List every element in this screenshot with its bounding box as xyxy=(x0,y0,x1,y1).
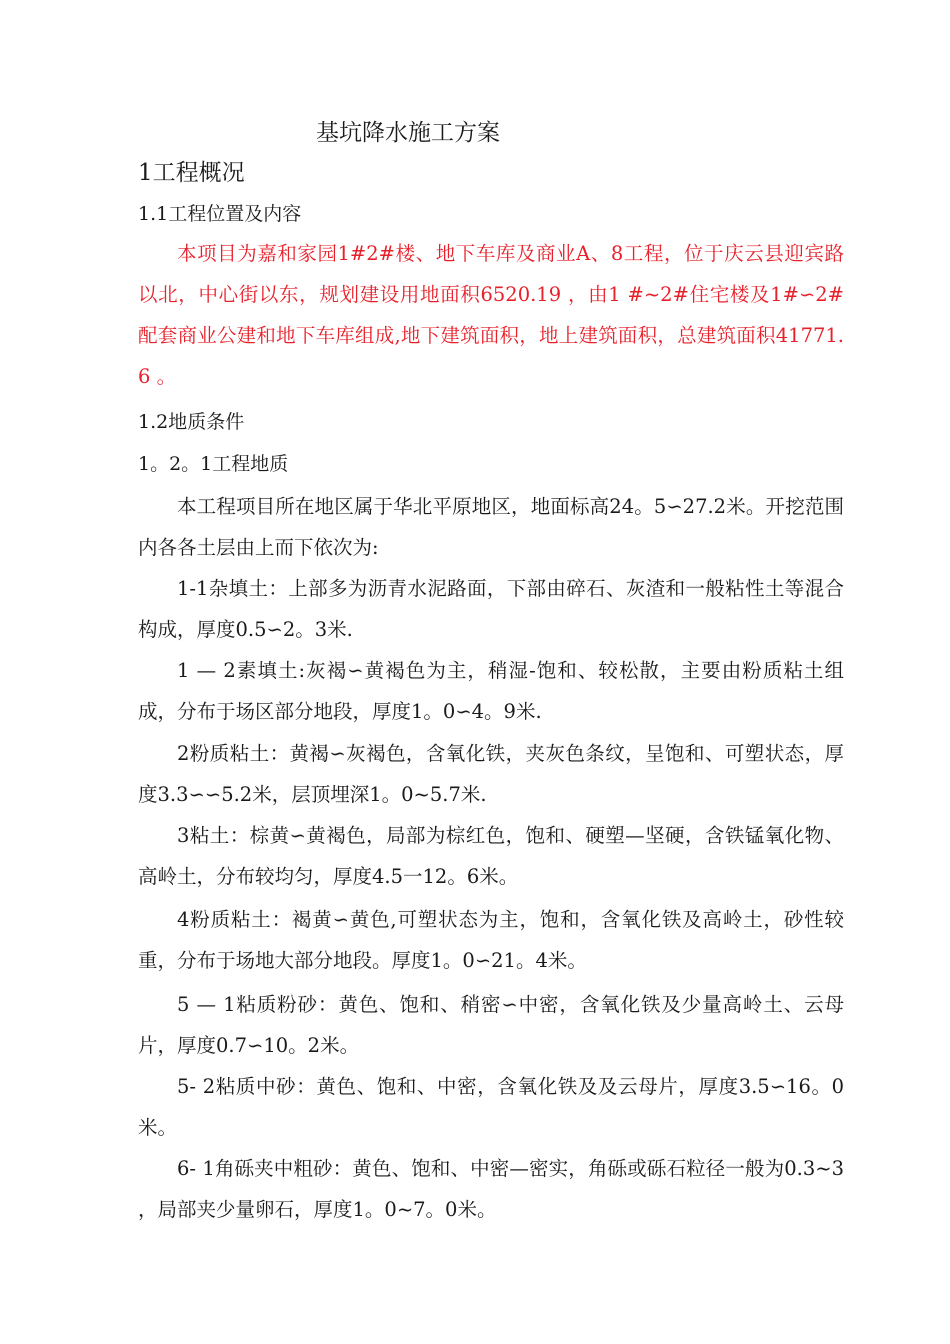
geology-paragraph: 本工程项目所在地区属于华北平原地区，地面标高24。5∽27.2米。开挖范围内各各土层由上而下依次为: xyxy=(138,495,844,559)
soil-layer-paragraph: 5- 2粘质中砂：黄色、饱和、中密，含氧化铁及及云母片，厚度3.5∽16。0 米。 xyxy=(138,1075,844,1139)
document-title: 基坑降水施工方案 xyxy=(316,120,500,146)
soil-layer-paragraph: 2粉质粘土：黄褐∽灰褐色，含氧化铁，夹灰色条纹，呈饱和、可塑状态，厚度3.3∽∽5.2米，层顶埋深1。0~5.7米. xyxy=(138,742,844,806)
section-heading-1-2-1: 1。2。1工程地质 xyxy=(138,453,289,475)
soil-layer-paragraph: 5 — 1粘质粉砂：黄色、饱和、稍密∽中密，含氧化铁及少量高岭土、云母片，厚度0.7∽10。2米。 xyxy=(138,993,844,1057)
section-heading-1-1: 1.1工程位置及内容 xyxy=(138,203,302,225)
section-heading-1-2: 1.2地质条件 xyxy=(138,411,245,433)
soil-layer-paragraph: 1-1杂填土：上部多为沥青水泥路面，下部由碎石、灰渣和一般粘性土等混合构成，厚度0.5∽2。3米. xyxy=(138,577,844,641)
soil-layer-paragraph: 3粘土：棕黄∽黄褐色，局部为棕红色，饱和、硬塑—坚硬，含铁锰氧化物、高岭土，分布较均匀，厚度4.5一12。6米。 xyxy=(138,824,844,888)
section-heading-1: 1工程概况 xyxy=(138,160,245,186)
project-intro-paragraph: 本项目为嘉和家园1#2#楼、地下车库及商业A、8工程，位于庆云县迎宾路以北，中心街以东，规划建设用地面积6520.19 ，由1 #~2#住宅楼及1#∽2#配套商业公建和地下车库组成,地下建筑面积，地上建筑面积，总建筑面积41771.6 。 xyxy=(138,242,844,388)
soil-layer-paragraph: 6- 1角砾夹中粗砂：黄色、饱和、中密—密实，角砾或砾石粒径一般为0.3~3 ，局部夹少量卵石，厚度1。0~7。0米。 xyxy=(138,1157,844,1221)
soil-layer-paragraph: 1 — 2素填土:灰褐∽黄褐色为主，稍湿-饱和、较松散，主要由粉质粘土组成，分布于场区部分地段，厚度1。0∽4。9米. xyxy=(138,659,844,723)
soil-layer-paragraph: 4粉质粘土：褐黄∽黄色,可塑状态为主，饱和，含氧化铁及高岭土，砂性较重，分布于场地大部分地段。厚度1。0∽21。4米。 xyxy=(138,908,844,972)
